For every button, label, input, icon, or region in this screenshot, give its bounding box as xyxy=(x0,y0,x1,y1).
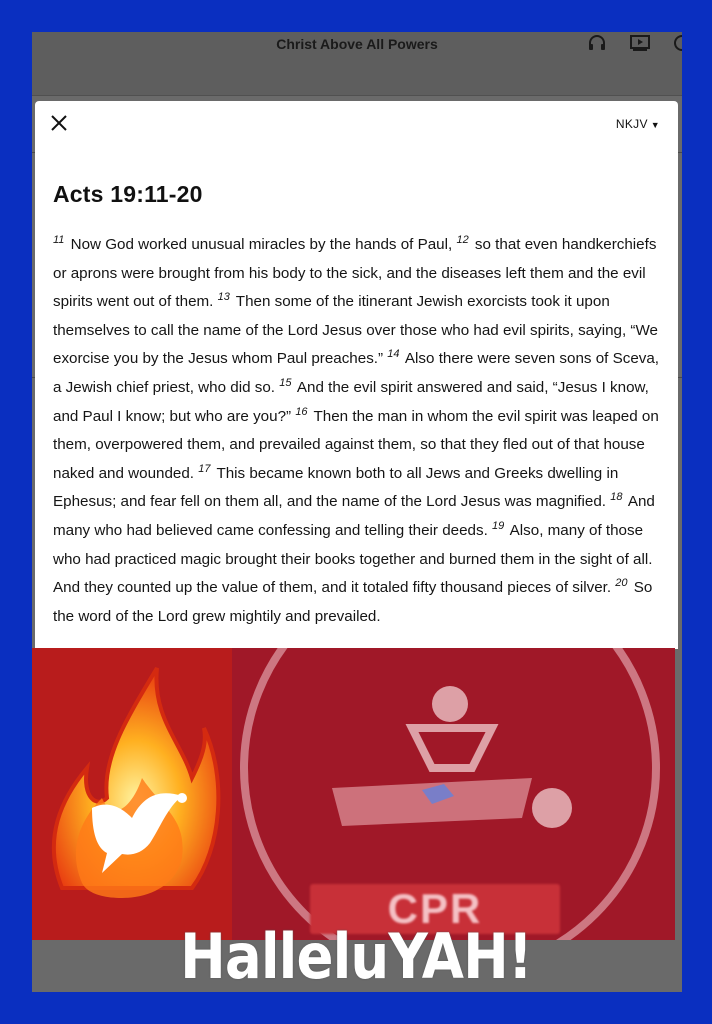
verse-text: Then the man in whom the evil spirit was leaped on them, overpowered them, and prevailed against them, so that they fled out of that house naked and wounded. xyxy=(53,407,659,482)
app-header xyxy=(32,32,682,96)
verse-text: Also there were seven sons of Sceva, a Jewish chief priest, who did so. xyxy=(53,350,660,396)
scripture-modal xyxy=(35,101,678,649)
verse-text: Then some of the itinerant Jewish exorcists took it upon themselves to call the name of the Lord Jesus over those who had evil spirits, saying, “We exorcise you by the Jesus whom Paul preaches.” xyxy=(53,293,658,368)
chevron-down-icon: ▼ xyxy=(650,120,660,130)
cpr-label: CPR xyxy=(310,884,560,934)
verse-number: 15 xyxy=(279,376,292,389)
verse-text: And many who had believed came confessing and telling their deeds. xyxy=(53,493,655,539)
verse-number: 20 xyxy=(615,577,628,590)
verse-number: 18 xyxy=(610,491,623,504)
version-dropdown[interactable] xyxy=(616,117,660,131)
verse-number: 19 xyxy=(492,519,505,532)
flaming-dove-image xyxy=(32,648,232,940)
verse-text: Also, many of those who had practiced magic brought their books together and burned them in the sight of all. And they counted up the value of them, and it totaled fifty thousand pieces of silver. xyxy=(53,521,653,597)
verse-number: 11 xyxy=(53,234,65,246)
verse-number: 17 xyxy=(198,462,211,475)
close-button[interactable] xyxy=(49,113,71,135)
close-icon xyxy=(49,113,69,133)
headphones-icon[interactable] xyxy=(587,34,609,52)
caption-halleluyah: HalleluYAH! xyxy=(180,920,532,993)
verse-text: Now God worked unusual miracles by the hands of Paul, xyxy=(66,236,457,253)
cpr-image xyxy=(232,648,675,940)
verse-text: So the word of the Lord grew mightily and prevailed. xyxy=(53,579,653,625)
verse-text: so that even handkerchiefs or aprons were brought from his body to the sick, and the diseases left them and the evil spirits went out of them. xyxy=(53,236,657,311)
verse-number: 14 xyxy=(387,348,400,361)
verse-number: 12 xyxy=(456,234,469,246)
passage-text xyxy=(53,231,663,631)
info-icon[interactable] xyxy=(672,34,682,52)
flaming-dove-icon xyxy=(32,648,232,940)
verse-text: And the evil spirit answered and said, “Jesus I know, and Paul I know; but who are you?” xyxy=(53,378,649,425)
passage-reference: Acts 19:11-20 xyxy=(53,181,203,207)
app-title: Christ Above All Powers xyxy=(276,36,438,52)
version-label: NKJV xyxy=(615,117,648,131)
verse-text: This became known both to all Jews and Greeks dwelling in Ephesus; and fear fell on them all, and the name of the Lord Jesus was magnified. xyxy=(53,464,619,511)
verse-number: 16 xyxy=(295,405,308,418)
video-icon[interactable] xyxy=(630,34,652,52)
verse-number: 13 xyxy=(217,291,230,304)
